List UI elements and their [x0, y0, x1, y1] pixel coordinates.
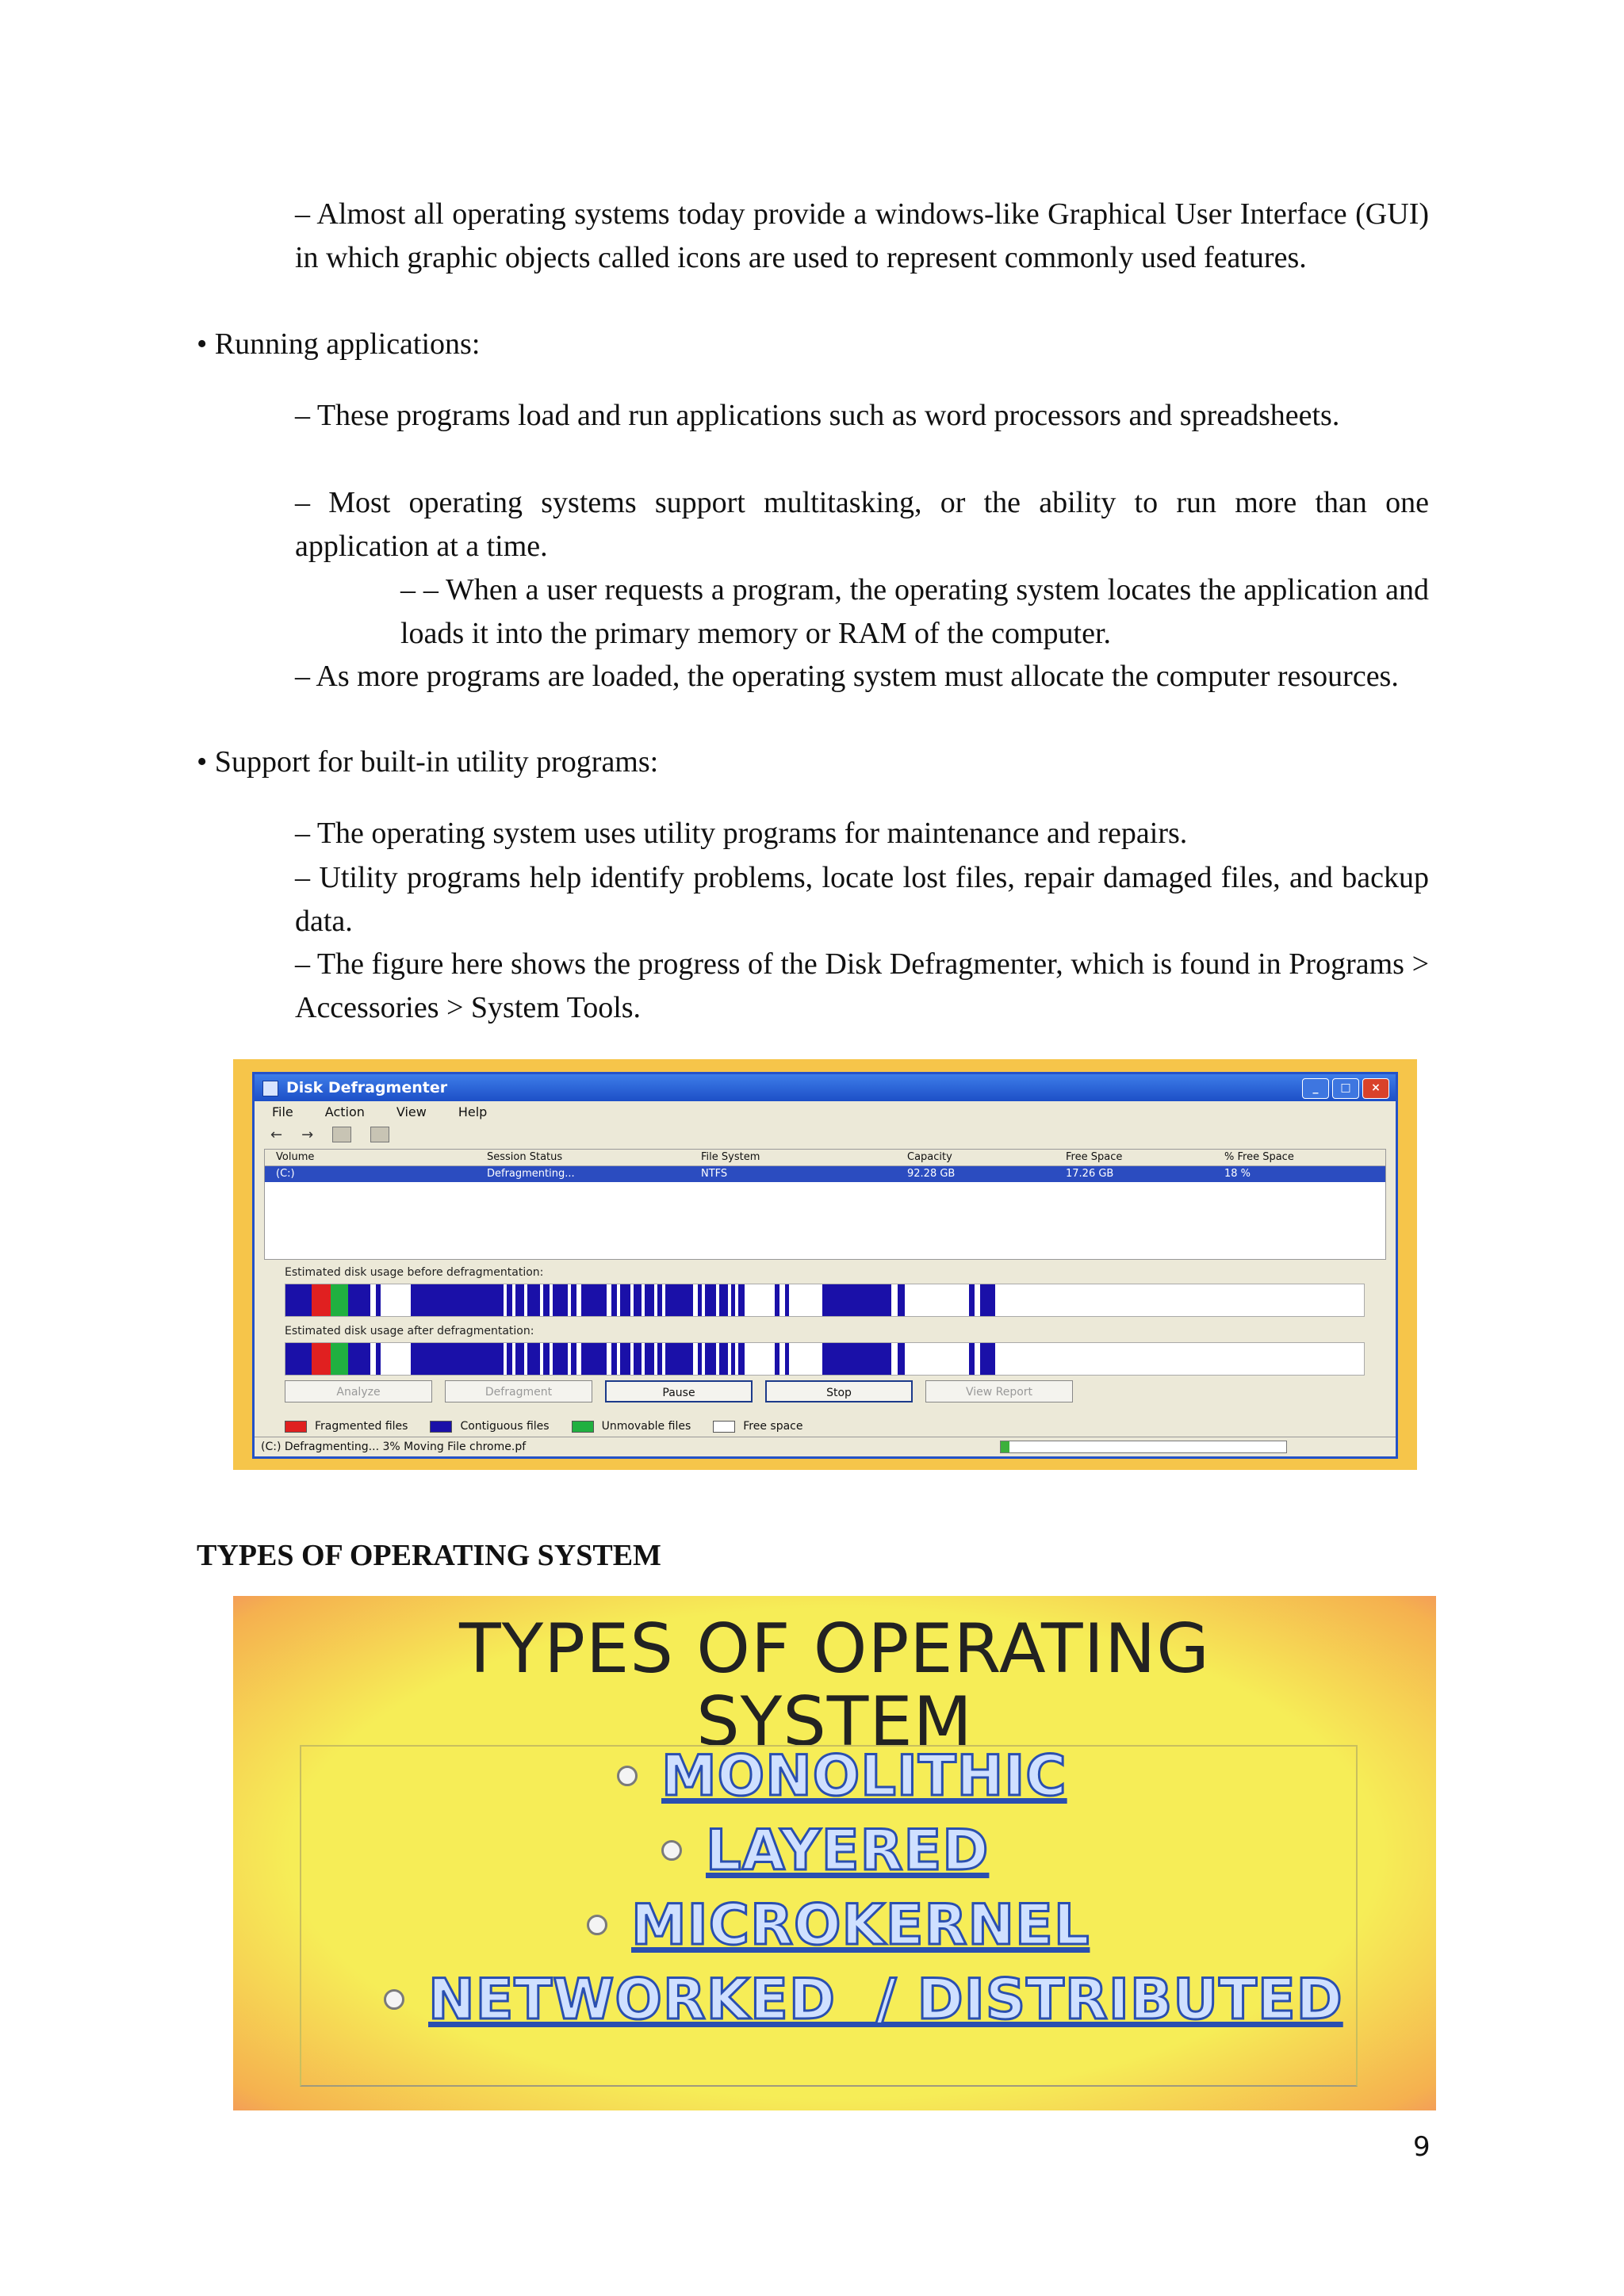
disk-usage-segment [553, 1284, 568, 1316]
disk-usage-segment [312, 1284, 331, 1316]
slide-item-label: LAYERED [706, 1818, 990, 1883]
menu-help[interactable]: Help [458, 1104, 488, 1119]
disk-usage-segment [348, 1343, 366, 1375]
disk-usage-segment [507, 1343, 512, 1375]
filesystem-cell: NTFS [701, 1168, 728, 1180]
column-header[interactable]: Free Space [1066, 1151, 1123, 1163]
fragmented-swatch [285, 1421, 307, 1433]
percent-free-cell: 18 % [1224, 1168, 1251, 1180]
after-usage-bar [285, 1342, 1365, 1376]
free-space-swatch [713, 1421, 735, 1433]
close-button[interactable]: × [1362, 1078, 1389, 1099]
back-icon[interactable]: ← [270, 1126, 283, 1143]
running-applications-heading: • Running applications: [197, 327, 481, 361]
types-of-os-slide [233, 1596, 1436, 2110]
volume-row[interactable] [265, 1166, 1385, 1182]
forward-icon[interactable]: → [301, 1126, 314, 1143]
column-header[interactable]: % Free Space [1224, 1151, 1294, 1163]
slide-item-label: MONOLITHIC [661, 1743, 1067, 1808]
disk-usage-segment [553, 1343, 568, 1375]
disk-usage-segment [738, 1343, 745, 1375]
status-bar [255, 1437, 1396, 1456]
pause-button[interactable]: Pause [605, 1380, 753, 1402]
disk-usage-segment [698, 1284, 702, 1316]
disk-usage-segment [571, 1343, 576, 1375]
disk-usage-segment [411, 1284, 504, 1316]
defrag-progress-fill [1001, 1441, 1009, 1452]
defrag-progress-bar [1000, 1441, 1287, 1453]
column-header[interactable]: Capacity [907, 1151, 952, 1163]
disk-usage-segment [785, 1284, 789, 1316]
run-paragraph-2: – Most operating systems support multitasking, or the ability to run more than one application at a time. [295, 486, 1429, 563]
defrag-window [252, 1072, 1398, 1459]
disk-defragmenter-figure [233, 1059, 1417, 1470]
disk-usage-segment [775, 1343, 779, 1375]
disk-usage-segment [527, 1284, 540, 1316]
volume-cell: (C:) [276, 1168, 295, 1180]
legend-label: Fragmented files [315, 1420, 408, 1433]
disk-usage-segment [611, 1284, 617, 1316]
legend-item [430, 1420, 549, 1433]
slide-title-line-2: SYSTEM [696, 1682, 973, 1762]
disk-usage-segment [507, 1284, 512, 1316]
util-paragraph-3: – The figure here shows the progress of the Disk Defragmenter, which is found in Programs > Accessories > System Tools. [295, 947, 1429, 1024]
disk-usage-segment [719, 1343, 728, 1375]
bullet-dot-icon [661, 1840, 682, 1861]
legend-label: Free space [743, 1420, 803, 1433]
minimize-button[interactable]: _ [1302, 1078, 1329, 1099]
app-icon [262, 1081, 278, 1096]
bullet-dot-icon [617, 1766, 638, 1786]
slide-item-microkernel[interactable] [587, 1892, 1090, 1957]
help-icon[interactable] [370, 1127, 389, 1142]
page-number: 9 [1413, 2131, 1431, 2163]
action-buttons [285, 1380, 1073, 1402]
maximize-button[interactable]: □ [1332, 1078, 1359, 1099]
disk-usage-segment [515, 1343, 524, 1375]
util-paragraph-2: – Utility programs help identify problems, locate lost files, repair damaged files, and backup data. [295, 861, 1429, 938]
disk-usage-segment [980, 1284, 995, 1316]
disk-usage-segment [285, 1284, 312, 1316]
disk-usage-segment [698, 1343, 702, 1375]
disk-usage-segment [657, 1343, 661, 1375]
defragment-button[interactable]: Defragment [445, 1380, 592, 1402]
volume-list [264, 1149, 1386, 1260]
disk-usage-segment [822, 1343, 891, 1375]
legend-item [285, 1420, 408, 1433]
disk-usage-segment [331, 1284, 348, 1316]
legend-item [713, 1420, 802, 1433]
menu-view[interactable]: View [396, 1104, 427, 1119]
disk-usage-segment [665, 1284, 693, 1316]
disk-usage-segment [376, 1284, 380, 1316]
disk-usage-segment [620, 1284, 631, 1316]
volume-list-header [265, 1150, 1385, 1166]
unmovable-swatch [572, 1421, 594, 1433]
disk-usage-segment [738, 1284, 745, 1316]
run-paragraph-1: – These programs load and run applications such as word processors and spreadsheets. [295, 399, 1340, 432]
disk-usage-segment [634, 1284, 642, 1316]
util-paragraph-1: – The operating system uses utility programs for maintenance and repairs. [295, 817, 1188, 850]
disk-usage-segment [785, 1343, 789, 1375]
disk-usage-segment [515, 1284, 524, 1316]
status-cell: Defragmenting... [487, 1168, 575, 1180]
disk-usage-segment [645, 1284, 654, 1316]
disk-usage-segment [348, 1284, 366, 1316]
bullet-dot-icon [384, 1989, 404, 2010]
disk-usage-segment [898, 1343, 904, 1375]
slide-item-monolithic[interactable] [617, 1743, 1067, 1808]
slide-item-networked-distributed[interactable] [384, 1967, 1343, 2032]
disk-usage-segment [775, 1284, 779, 1316]
disk-usage-segment [657, 1284, 661, 1316]
disk-usage-segment [611, 1343, 617, 1375]
slide-item-label: MICROKERNEL [631, 1892, 1090, 1957]
disk-usage-segment [312, 1343, 331, 1375]
disk-usage-segment [969, 1284, 975, 1316]
bullet-dot-icon [587, 1915, 607, 1935]
disk-usage-segment [980, 1343, 995, 1375]
disk-usage-segment [719, 1284, 728, 1316]
disk-usage-segment [543, 1284, 550, 1316]
disk-usage-segment [645, 1343, 654, 1375]
legend-label: Contiguous files [460, 1420, 550, 1433]
defrag-titlebar[interactable] [255, 1074, 1396, 1101]
legend-item [572, 1420, 691, 1433]
disk-usage-segment [705, 1343, 716, 1375]
disk-usage-segment [527, 1343, 540, 1375]
gui-paragraph: – Almost all operating systems today provide a windows-like Graphical User Interface (GUI) in which graphic objects called icons are used to represent commonly used features. [295, 197, 1429, 274]
before-usage-label: Estimated disk usage before defragmentation: [285, 1266, 544, 1279]
column-header[interactable]: File System [701, 1151, 760, 1163]
disk-usage-segment [731, 1284, 735, 1316]
column-header[interactable]: Session Status [487, 1151, 563, 1163]
disk-usage-segment [634, 1343, 642, 1375]
column-header[interactable]: Volume [276, 1151, 315, 1163]
disk-usage-segment [376, 1343, 380, 1375]
disk-usage-segment [366, 1343, 371, 1375]
disk-usage-segment [969, 1343, 975, 1375]
disk-usage-segment [285, 1343, 312, 1375]
stop-button[interactable]: Stop [765, 1380, 913, 1402]
window-title: Disk Defragmenter [286, 1079, 448, 1096]
capacity-cell: 92.28 GB [907, 1168, 956, 1180]
disk-usage-segment [822, 1284, 891, 1316]
menubar [255, 1103, 1396, 1122]
disk-usage-segment [571, 1284, 576, 1316]
disk-usage-segment [581, 1343, 607, 1375]
status-text: (C:) Defragmenting... 3% Moving File chrome.pf [261, 1441, 527, 1453]
menu-action[interactable]: Action [324, 1104, 365, 1119]
free-space-cell: 17.26 GB [1066, 1168, 1114, 1180]
legend [285, 1420, 802, 1433]
slide-item-layered[interactable] [661, 1818, 989, 1883]
disk-usage-segment [543, 1343, 550, 1375]
slide-item-label: NETWORKED / DISTRIBUTED [428, 1967, 1343, 2032]
before-usage-bar [285, 1284, 1365, 1317]
disk-usage-segment [665, 1343, 693, 1375]
view-report-button[interactable]: View Report [925, 1380, 1073, 1402]
grid-icon[interactable] [332, 1127, 351, 1142]
menu-file[interactable]: File [272, 1104, 293, 1119]
disk-usage-segment [331, 1343, 348, 1375]
analyze-button[interactable]: Analyze [285, 1380, 432, 1402]
disk-usage-segment [366, 1284, 371, 1316]
disk-usage-segment [731, 1343, 735, 1375]
utility-programs-heading: • Support for built-in utility programs: [197, 745, 659, 779]
disk-usage-segment [411, 1343, 504, 1375]
section-heading: TYPES OF OPERATING SYSTEM [197, 1539, 661, 1572]
disk-usage-segment [581, 1284, 607, 1316]
run-paragraph-3: – – When a user requests a program, the operating system locates the application and loads it into the primary memory or RAM of the computer. [400, 573, 1429, 650]
slide-title-line-1: TYPES OF OPERATING [459, 1609, 1210, 1689]
contiguous-swatch [430, 1421, 452, 1433]
legend-label: Unmovable files [601, 1420, 691, 1433]
toolbar [255, 1123, 1396, 1146]
run-paragraph-4: – As more programs are loaded, the operating system must allocate the computer resources. [295, 660, 1399, 693]
disk-usage-segment [620, 1343, 631, 1375]
after-usage-label: Estimated disk usage after defragmentation: [285, 1325, 534, 1337]
disk-usage-segment [898, 1284, 904, 1316]
disk-usage-segment [705, 1284, 716, 1316]
